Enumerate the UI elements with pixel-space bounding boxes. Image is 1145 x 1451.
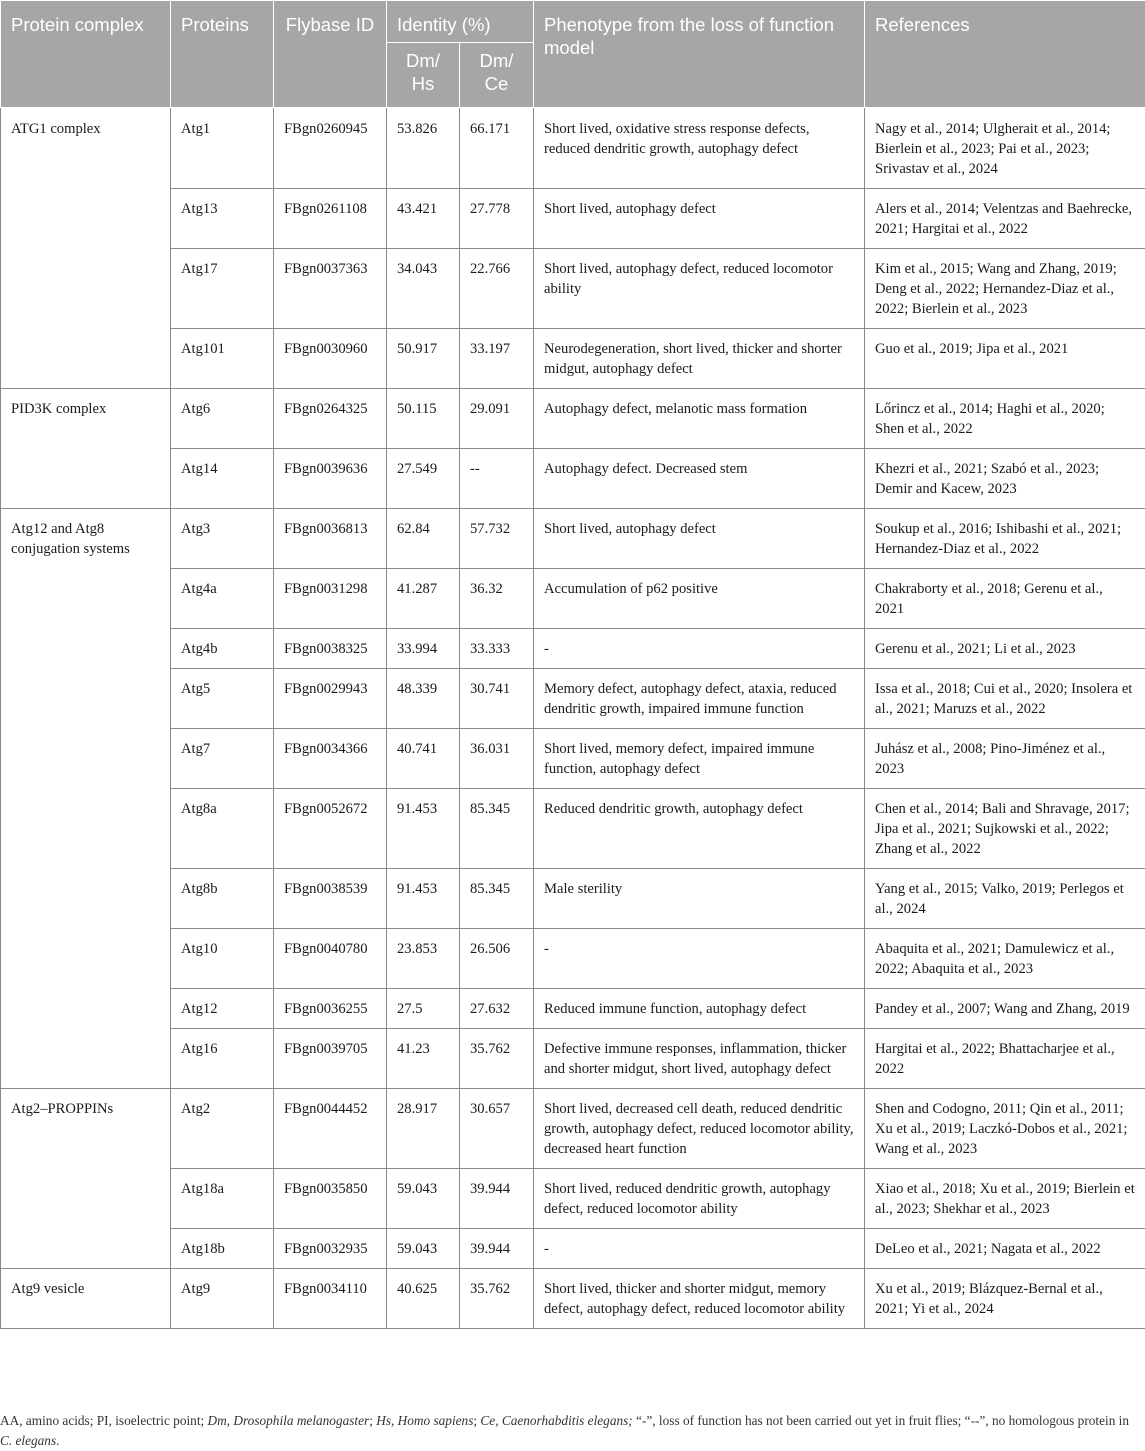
identity-dm-ce-cell: 39.944: [460, 1229, 534, 1269]
flybase-id-cell: FBgn0037363: [274, 249, 387, 329]
identity-dm-ce-cell: 36.32: [460, 569, 534, 629]
flybase-id-cell: FBgn0036813: [274, 509, 387, 569]
footnote-abbrev: AA, amino acids; PI, isoelectric point;: [0, 1413, 208, 1428]
table-row: [1, 669, 1145, 729]
protein-cell: Atg18b: [171, 1229, 274, 1269]
table-row: [1, 1029, 1145, 1089]
phenotype-cell: Short lived, oxidative stress response defects, reduced dendritic growth, autophagy defect: [534, 108, 865, 189]
protein-cell: Atg4a: [171, 569, 274, 629]
references-cell: Hargitai et al., 2022; Bhattacharjee et al., 2022: [865, 1029, 1145, 1089]
flybase-id-cell: FBgn0040780: [274, 929, 387, 989]
references-cell: Chakraborty et al., 2018; Gerenu et al., 2021: [865, 569, 1145, 629]
identity-dm-hs-cell: 28.917: [387, 1089, 460, 1169]
table-row: [1, 629, 1145, 669]
flybase-id-cell: FBgn0029943: [274, 669, 387, 729]
phenotype-cell: Reduced dendritic growth, autophagy defect: [534, 789, 865, 869]
references-cell: Chen et al., 2014; Bali and Shravage, 2017; Jipa et al., 2021; Sujkowski et al., 2022; Zhang et al., 2022: [865, 789, 1145, 869]
phenotype-cell: Autophagy defect. Decreased stem: [534, 449, 865, 509]
header-references: References: [865, 1, 1145, 108]
phenotype-cell: Short lived, autophagy defect: [534, 509, 865, 569]
table-row: [1, 449, 1145, 509]
identity-dm-ce-cell: 22.766: [460, 249, 534, 329]
identity-dm-ce-cell: --: [460, 449, 534, 509]
phenotype-cell: Male sterility: [534, 869, 865, 929]
identity-dm-hs-cell: 50.917: [387, 329, 460, 389]
references-cell: Gerenu et al., 2021; Li et al., 2023: [865, 629, 1145, 669]
identity-dm-hs-cell: 53.826: [387, 108, 460, 189]
header-dm-hs: Dm/ Hs: [387, 43, 460, 108]
references-cell: Guo et al., 2019; Jipa et al., 2021: [865, 329, 1145, 389]
identity-dm-ce-cell: 39.944: [460, 1169, 534, 1229]
table-footnote: [0, 1411, 1140, 1451]
protein-cell: Atg12: [171, 989, 274, 1029]
references-cell: Alers et al., 2014; Velentzas and Baehrecke, 2021; Hargitai et al., 2022: [865, 189, 1145, 249]
phenotype-cell: Short lived, memory defect, impaired immune function, autophagy defect: [534, 729, 865, 789]
identity-dm-ce-cell: 27.632: [460, 989, 534, 1029]
phenotype-cell: -: [534, 629, 865, 669]
identity-dm-ce-cell: 26.506: [460, 929, 534, 989]
protein-cell: Atg16: [171, 1029, 274, 1089]
flybase-id-cell: FBgn0035850: [274, 1169, 387, 1229]
protein-cell: Atg9: [171, 1269, 274, 1329]
phenotype-cell: -: [534, 929, 865, 989]
table-row: [1, 869, 1145, 929]
references-cell: Soukup et al., 2016; Ishibashi et al., 2021; Hernandez-Diaz et al., 2022: [865, 509, 1145, 569]
phenotype-cell: Autophagy defect, melanotic mass formation: [534, 389, 865, 449]
protein-cell: Atg1: [171, 108, 274, 189]
protein-complex-cell: PID3K complex: [1, 389, 171, 509]
identity-dm-ce-cell: 35.762: [460, 1029, 534, 1089]
identity-dm-ce-cell: 27.778: [460, 189, 534, 249]
references-cell: Yang et al., 2015; Valko, 2019; Perlegos et al., 2024: [865, 869, 1145, 929]
phenotype-cell: Short lived, thicker and shorter midgut, memory defect, autophagy defect, reduced locomotor ability: [534, 1269, 865, 1329]
protein-complex-cell: Atg2–PROPPINs: [1, 1089, 171, 1269]
references-cell: Pandey et al., 2007; Wang and Zhang, 2019: [865, 989, 1145, 1029]
identity-dm-hs-cell: 34.043: [387, 249, 460, 329]
flybase-id-cell: FBgn0044452: [274, 1089, 387, 1169]
references-cell: Issa et al., 2018; Cui et al., 2020; Insolera et al., 2021; Maruzs et al., 2022: [865, 669, 1145, 729]
flybase-id-cell: FBgn0039636: [274, 449, 387, 509]
identity-dm-ce-cell: 85.345: [460, 869, 534, 929]
identity-dm-ce-cell: 85.345: [460, 789, 534, 869]
table-row: [1, 929, 1145, 989]
table-row: [1, 1229, 1145, 1269]
protein-complex-cell: ATG1 complex: [1, 108, 171, 389]
table-row: [1, 729, 1145, 789]
flybase-id-cell: FBgn0030960: [274, 329, 387, 389]
references-cell: Kim et al., 2015; Wang and Zhang, 2019; Deng et al., 2022; Hernandez-Diaz et al., 2022; Bierlein et al., 2023: [865, 249, 1145, 329]
table-row: [1, 989, 1145, 1029]
table-row: [1, 189, 1145, 249]
flybase-id-cell: FBgn0039705: [274, 1029, 387, 1089]
protein-cell: Atg13: [171, 189, 274, 249]
identity-dm-hs-cell: 40.625: [387, 1269, 460, 1329]
header-proteins: Proteins: [171, 1, 274, 108]
phenotype-cell: -: [534, 1229, 865, 1269]
table-row: [1, 329, 1145, 389]
identity-dm-hs-cell: 40.741: [387, 729, 460, 789]
table-body: [1, 108, 1145, 1329]
identity-dm-hs-cell: 50.115: [387, 389, 460, 449]
table-row: [1, 1269, 1145, 1329]
protein-complex-cell: Atg9 vesicle: [1, 1269, 171, 1329]
identity-dm-ce-cell: 29.091: [460, 389, 534, 449]
references-cell: DeLeo et al., 2021; Nagata et al., 2022: [865, 1229, 1145, 1269]
protein-cell: Atg3: [171, 509, 274, 569]
protein-cell: Atg6: [171, 389, 274, 449]
table-row: [1, 108, 1145, 189]
identity-dm-ce-cell: 30.741: [460, 669, 534, 729]
identity-dm-hs-cell: 59.043: [387, 1229, 460, 1269]
flybase-id-cell: FBgn0032935: [274, 1229, 387, 1269]
references-cell: Khezri et al., 2021; Szabó et al., 2023; Demir and Kacew, 2023: [865, 449, 1145, 509]
header-flybase-id: Flybase ID: [274, 1, 387, 108]
identity-dm-hs-cell: 62.84: [387, 509, 460, 569]
phenotype-cell: Short lived, reduced dendritic growth, autophagy defect, reduced locomotor ability: [534, 1169, 865, 1229]
table-row: [1, 1089, 1145, 1169]
protein-cell: Atg18a: [171, 1169, 274, 1229]
identity-dm-ce-cell: 36.031: [460, 729, 534, 789]
flybase-id-cell: FBgn0052672: [274, 789, 387, 869]
table-row: [1, 1169, 1145, 1229]
references-cell: Xu et al., 2019; Blázquez-Bernal et al., 2021; Yi et al., 2024: [865, 1269, 1145, 1329]
references-cell: Juhász et al., 2008; Pino-Jiménez et al., 2023: [865, 729, 1145, 789]
identity-dm-hs-cell: 23.853: [387, 929, 460, 989]
references-cell: Abaquita et al., 2021; Damulewicz et al., 2022; Abaquita et al., 2023: [865, 929, 1145, 989]
table-header: [1, 1, 1145, 108]
references-cell: Lőrincz et al., 2014; Haghi et al., 2020; Shen et al., 2022: [865, 389, 1145, 449]
references-cell: Shen and Codogno, 2011; Qin et al., 2011; Xu et al., 2019; Laczkó-Dobos et al., 2021; Wang et al., 2023: [865, 1089, 1145, 1169]
protein-cell: Atg7: [171, 729, 274, 789]
footnote-sep2: ;: [473, 1413, 481, 1428]
references-cell: Xiao et al., 2018; Xu et al., 2019; Bierlein et al., 2023; Shekhar et al., 2023: [865, 1169, 1145, 1229]
protein-cell: Atg8a: [171, 789, 274, 869]
protein-cell: Atg17: [171, 249, 274, 329]
identity-dm-hs-cell: 27.549: [387, 449, 460, 509]
protein-cell: Atg5: [171, 669, 274, 729]
identity-dm-hs-cell: 41.287: [387, 569, 460, 629]
header-identity: Identity (%): [387, 1, 534, 43]
footnote-end: .: [56, 1433, 60, 1448]
flybase-id-cell: FBgn0038325: [274, 629, 387, 669]
flybase-id-cell: FBgn0260945: [274, 108, 387, 189]
identity-dm-hs-cell: 91.453: [387, 789, 460, 869]
footnote-ce-short: C. elegans: [0, 1433, 57, 1448]
footnote-ce: Ce, Caenorhabditis elegans;: [480, 1413, 633, 1428]
identity-dm-hs-cell: 59.043: [387, 1169, 460, 1229]
phenotype-cell: Short lived, decreased cell death, reduced dendritic growth, autophagy defect, reduced locomotor ability, decreased heart function: [534, 1089, 865, 1169]
phenotype-cell: Defective immune responses, inflammation, thicker and shorter midgut, short lived, autophagy defect: [534, 1029, 865, 1089]
protein-complex-cell: Atg12 and Atg8 conjugation systems: [1, 509, 171, 1089]
phenotype-cell: Neurodegeneration, short lived, thicker and shorter midgut, autophagy defect: [534, 329, 865, 389]
identity-dm-ce-cell: 33.333: [460, 629, 534, 669]
identity-dm-hs-cell: 41.23: [387, 1029, 460, 1089]
identity-dm-hs-cell: 91.453: [387, 869, 460, 929]
footnote-sep1: ;: [369, 1413, 377, 1428]
identity-dm-hs-cell: 27.5: [387, 989, 460, 1029]
phenotype-cell: Memory defect, autophagy defect, ataxia, reduced dendritic growth, impaired immune function: [534, 669, 865, 729]
footnote-dm: Dm, Drosophila melanogaster: [207, 1413, 370, 1428]
identity-dm-hs-cell: 43.421: [387, 189, 460, 249]
flybase-id-cell: FBgn0038539: [274, 869, 387, 929]
references-cell: Nagy et al., 2014; Ulgherait et al., 2014; Bierlein et al., 2023; Pai et al., 2023; Srivastav et al., 2024: [865, 108, 1145, 189]
protein-cell: Atg4b: [171, 629, 274, 669]
protein-cell: Atg2: [171, 1089, 274, 1169]
flybase-id-cell: FBgn0261108: [274, 189, 387, 249]
protein-cell: Atg101: [171, 329, 274, 389]
flybase-id-cell: FBgn0036255: [274, 989, 387, 1029]
phenotype-cell: Short lived, autophagy defect, reduced locomotor ability: [534, 249, 865, 329]
footnote-dash-note: “-”, loss of function has not been carried out yet in fruit flies; “--”, no homologous protein in: [632, 1413, 1130, 1428]
phenotype-cell: Reduced immune function, autophagy defect: [534, 989, 865, 1029]
header-protein-complex: Protein complex: [1, 1, 171, 108]
header-dm-ce: Dm/ Ce: [460, 43, 534, 108]
protein-cell: Atg8b: [171, 869, 274, 929]
identity-dm-ce-cell: 30.657: [460, 1089, 534, 1169]
identity-dm-ce-cell: 35.762: [460, 1269, 534, 1329]
flybase-id-cell: FBgn0034366: [274, 729, 387, 789]
header-phenotype: Phenotype from the loss of function model: [534, 1, 865, 108]
phenotype-cell: Short lived, autophagy defect: [534, 189, 865, 249]
phenotype-cell: Accumulation of p62 positive: [534, 569, 865, 629]
identity-dm-hs-cell: 48.339: [387, 669, 460, 729]
identity-dm-ce-cell: 66.171: [460, 108, 534, 189]
table-row: [1, 249, 1145, 329]
table-row: [1, 509, 1145, 569]
flybase-id-cell: FBgn0034110: [274, 1269, 387, 1329]
protein-cell: Atg10: [171, 929, 274, 989]
identity-dm-hs-cell: 33.994: [387, 629, 460, 669]
flybase-id-cell: FBgn0031298: [274, 569, 387, 629]
table-row: [1, 389, 1145, 449]
footnote-hs: Hs, Homo sapiens: [376, 1413, 474, 1428]
protein-cell: Atg14: [171, 449, 274, 509]
table-row: [1, 569, 1145, 629]
identity-dm-ce-cell: 57.732: [460, 509, 534, 569]
flybase-id-cell: FBgn0264325: [274, 389, 387, 449]
table-row: [1, 789, 1145, 869]
identity-dm-ce-cell: 33.197: [460, 329, 534, 389]
